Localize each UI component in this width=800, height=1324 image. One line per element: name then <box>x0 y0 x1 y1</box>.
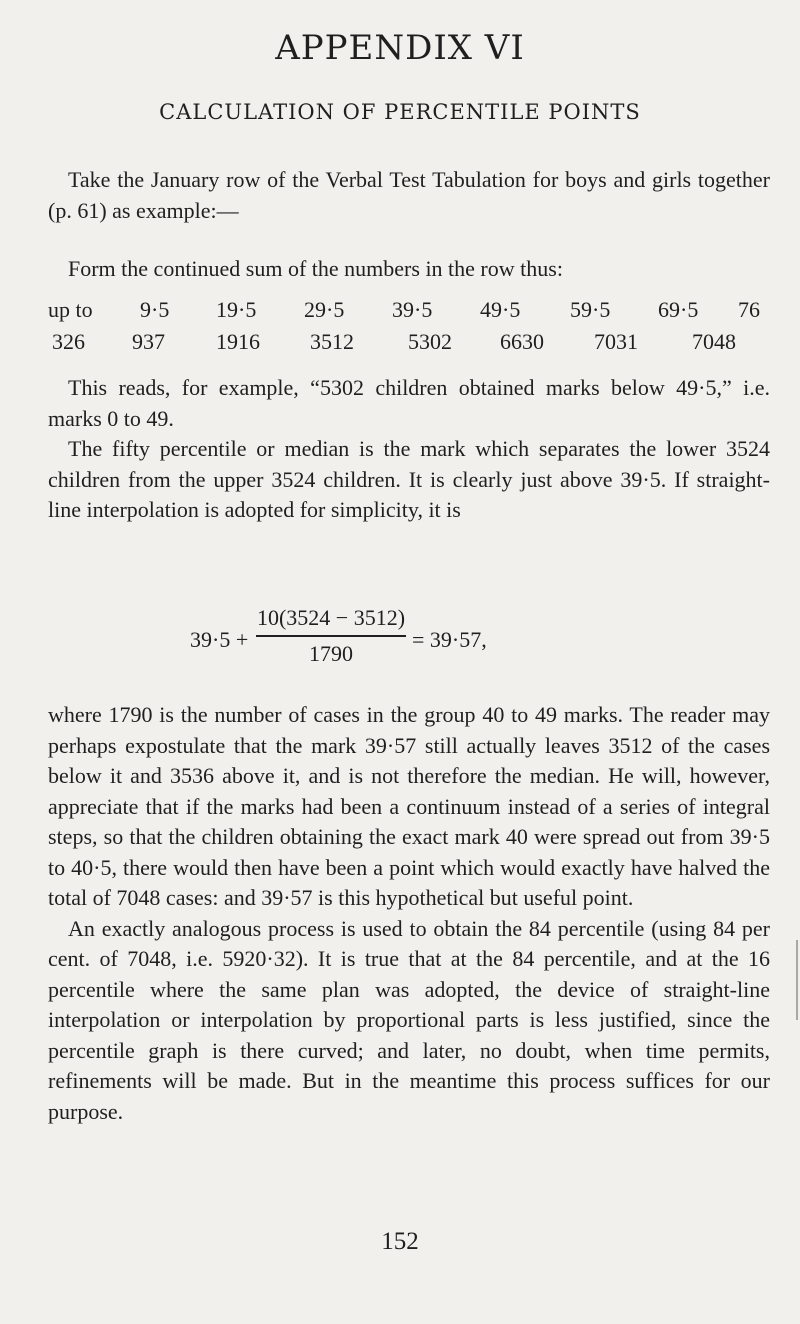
table-value-cell: 7048 <box>692 329 736 354</box>
table-header-cell: 76 <box>738 297 760 322</box>
binding-edge-shadow <box>796 940 798 1020</box>
page-number: 152 <box>381 1228 419 1255</box>
closing-text: An exactly analogous process is used to obtain the 84 percentile (using 84 per cent. of 7048, i.e. 5920·32). It is true that at the 84 percentile, and at the 16 percentile where the same plan was adopted, the device of straight-line interpolation or interpolation by proportional parts is less justified, since the percentile graph is there curved; and later, no doubt, when time permits, refinements will be made. But in the meantime this process suffices for our purpose. <box>48 915 770 1124</box>
body-text: where 1790 is the number of cases in the group 40 to 49 marks. The reader may perhaps expostulate that the mark 39·57 still actually leaves 3512 of the cases below it and 3536 above it, and is not therefore the median. He will, however, appreciate that if the marks had been a continuum instead of a series of integral steps, so that the children obtaining the exact mark 40 were spread out from 39·5 to 40·5, there would then have been a point which would exactly have halved the total of 7048 cases: and 39·57 is this hypothetical but useful point. <box>48 702 770 910</box>
body-paragraphs <box>48 700 770 1127</box>
table-header-cell: 59·5 <box>570 297 611 322</box>
formula-denominator: 1790 <box>309 641 353 666</box>
table-header-cell: 9·5 <box>140 297 170 322</box>
formula-numerator: 10(3524 − 3512) <box>256 605 406 630</box>
table-header-row <box>48 297 770 329</box>
table-header-cell: up to <box>48 297 93 322</box>
table-value-cell: 326 <box>52 329 85 354</box>
table-value-cell: 1916 <box>216 329 260 354</box>
table-header-cell: 69·5 <box>658 297 699 322</box>
explanation-text: This reads, for example, “5302 children obtained marks below 49·5,” i.e. marks 0 to 49. <box>48 375 770 431</box>
cumulative-table <box>48 297 770 361</box>
table-value-cell: 937 <box>132 329 165 354</box>
appendix-heading: APPENDIX VI <box>275 28 525 68</box>
fraction-bar <box>256 635 406 637</box>
table-value-cell: 5302 <box>408 329 452 354</box>
table-header-cell: 19·5 <box>216 297 257 322</box>
instruction-paragraph <box>48 254 770 285</box>
median-text: The fifty percentile or median is the mark which separates the lower 3524 children from the upper 3524 children. It is clearly just above 39·5. If straight-line interpolation is adopted for simplicity, it is <box>48 436 770 522</box>
explanation-paragraph <box>48 373 770 526</box>
formula-result: = 39·57, <box>412 627 487 652</box>
table-header-cell: 49·5 <box>480 297 521 322</box>
table-value-row <box>48 329 770 361</box>
table-value-cell: 6630 <box>500 329 544 354</box>
table-value-cell: 3512 <box>310 329 354 354</box>
table-header-cell: 29·5 <box>304 297 345 322</box>
instruction-text: Form the continued sum of the numbers in the row thus: <box>68 256 563 281</box>
intro-text: Take the January row of the Verbal Test Tabulation for boys and girls together (p. 61) as example:— <box>48 167 770 223</box>
interpolation-formula <box>190 605 710 679</box>
formula-lead: 39·5 + <box>190 627 249 652</box>
table-value-cell: 7031 <box>594 329 638 354</box>
section-title: CALCULATION OF PERCENTILE POINTS <box>159 100 641 124</box>
intro-paragraph <box>48 165 770 226</box>
table-header-cell: 39·5 <box>392 297 433 322</box>
